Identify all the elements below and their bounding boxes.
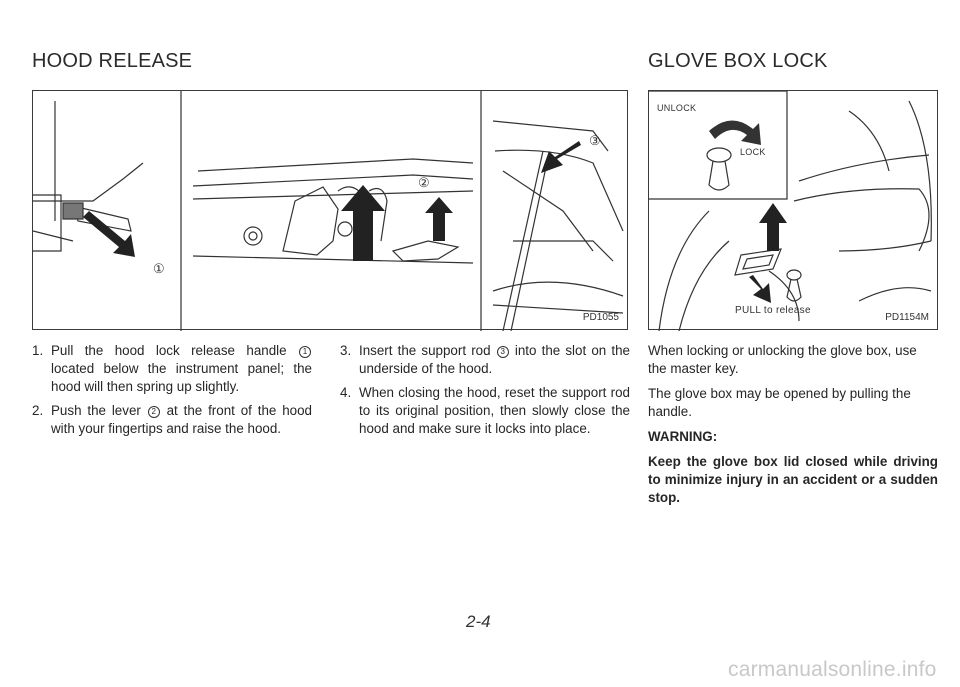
- hood-step-4: 4. When closing the hood, reset the support rod to its original position, then slowly close the hood and make sure it locks into place.: [340, 385, 630, 436]
- hood-figure-code: PD1055: [582, 312, 619, 323]
- hood-step-2: 2. Push the lever 2 at the front of the hood with your fingertips and raise the hood.: [32, 403, 312, 436]
- watermark: carmanualsonline.info: [728, 658, 937, 681]
- hood-release-heading: HOOD RELEASE: [32, 50, 193, 72]
- marker-1: 1: [299, 346, 311, 358]
- glove-box-illustration: [649, 91, 939, 331]
- glove-paragraph-2: The glove box may be opened by pulling the handle.: [648, 386, 911, 419]
- warning-heading: WARNING:: [648, 429, 718, 444]
- glove-paragraph-1: When locking or unlocking the glove box, use the master key.: [648, 343, 917, 376]
- unlock-label: UNLOCK: [657, 103, 697, 113]
- callout-1: ①: [153, 261, 165, 276]
- pull-to-release-label: PULL to release: [735, 305, 811, 316]
- hood-steps-column-1: [32, 342, 312, 444]
- marker-2: 2: [148, 406, 160, 418]
- glove-box-text-column: [648, 342, 938, 514]
- glove-box-lock-heading: GLOVE BOX LOCK: [648, 50, 828, 72]
- lock-label: LOCK: [740, 147, 766, 157]
- hood-steps-column-2: [340, 342, 630, 444]
- hood-step-1: 1. Pull the hood lock release handle 1 located below the instrument panel; the hood will then spring up slightly.: [32, 343, 312, 394]
- callout-2: ②: [418, 175, 430, 190]
- marker-3: 3: [497, 346, 509, 358]
- hood-release-figure: [32, 90, 628, 330]
- warning-body: Keep the glove box lid closed while driving to minimize injury in an accident or a sudden stop.: [648, 454, 938, 505]
- callout-3: ③: [589, 133, 601, 148]
- glove-box-figure: [648, 90, 938, 330]
- page-number: 2-4: [466, 612, 491, 631]
- glove-figure-code: PD1154M: [885, 312, 929, 323]
- hood-illustration: [33, 91, 629, 331]
- hood-step-3: 3. Insert the support rod 3 into the slot on the underside of the hood.: [340, 343, 630, 376]
